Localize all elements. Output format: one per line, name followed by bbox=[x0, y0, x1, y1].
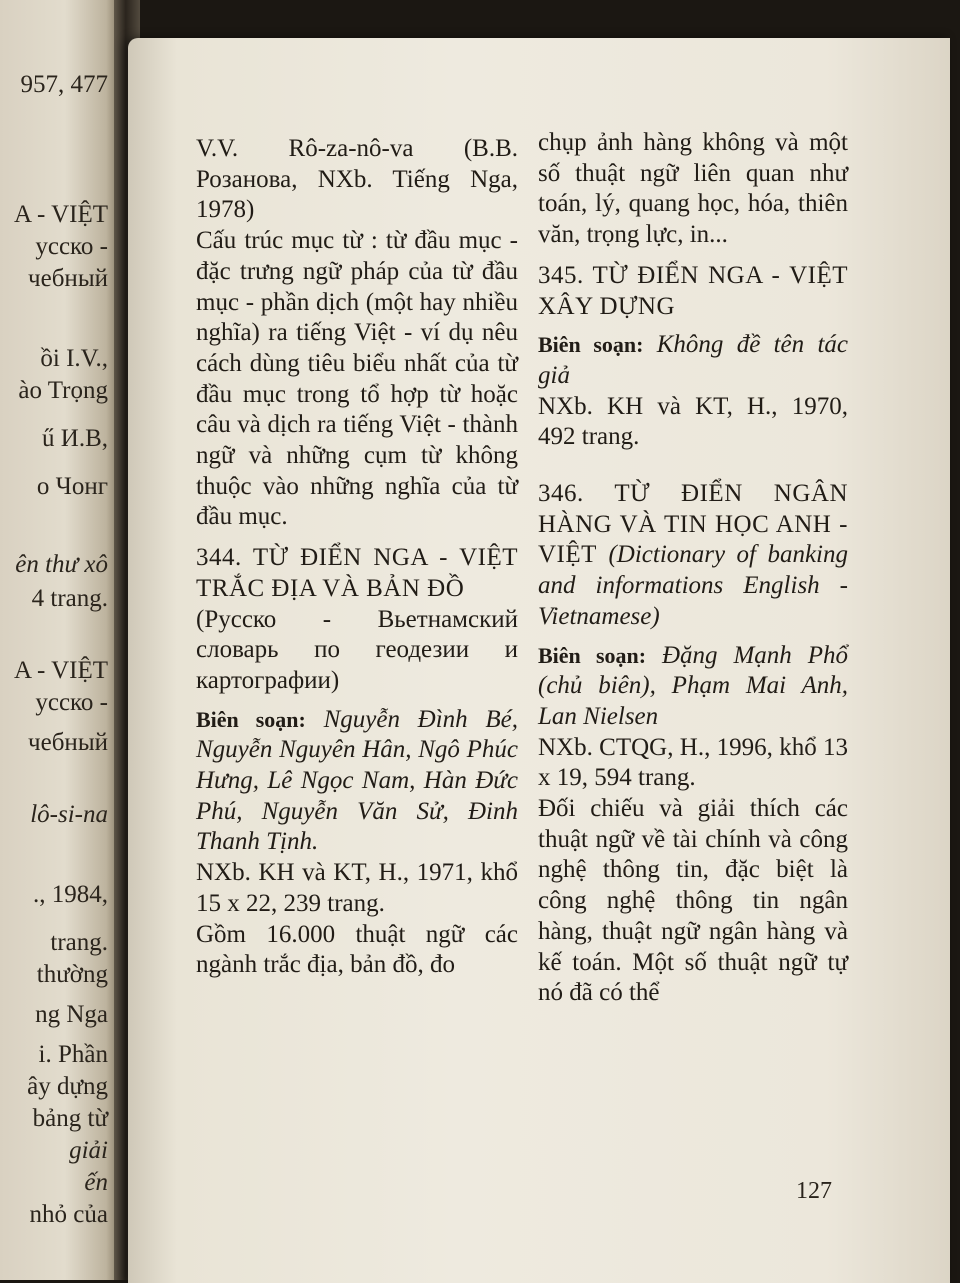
left-page-fragment-line: ng Nga bbox=[35, 1001, 108, 1028]
left-page-fragment-line: ên thư xô bbox=[15, 551, 108, 578]
left-page-fragment-line: lô-si-na bbox=[30, 801, 108, 828]
left-page-fragment-line: чебный bbox=[28, 729, 108, 756]
right-page bbox=[128, 38, 950, 1283]
entry-344-title: 344. TỪ ĐIỂN NGA - VIỆT TRẮC ĐỊA VÀ BẢN ĐỒ bbox=[196, 544, 518, 602]
left-page-fragment-line: 4 trang. bbox=[31, 585, 108, 612]
entry-344-description-continued: chụp ảnh hàng không và một số thuật ngữ liên quan như toán, lý, quang học, hóa, thiên văn, trọng lực, in... bbox=[538, 129, 848, 249]
entry-346-authors bbox=[538, 641, 848, 733]
left-page-fragment-line: trang. bbox=[50, 929, 108, 956]
left-page-fragment-line: ồi I.V., bbox=[40, 345, 108, 372]
entry-344-russian-title: (Русско - Вьетнамский словарь по геодезии и картографии) bbox=[196, 605, 518, 694]
entry-344-publisher: NXb. KH và KT, H., 1971, khổ 15 x 22, 239 trang. bbox=[196, 859, 518, 917]
left-page-fragment-line: ến bbox=[84, 1169, 108, 1196]
entry-345-publisher: NXb. KH và KT, H., 1970, 492 trang. bbox=[538, 392, 848, 451]
column-left bbox=[196, 134, 518, 981]
entry-346-description: Đối chiếu và giải thích các thuật ngữ về tài chính và công nghệ thông tin, đặc biệt là công nghệ thông tin ngân hàng, thuật ngữ ngân hàng và kế toán. Một số thuật ngữ tự nó đã có thể bbox=[538, 795, 848, 1007]
author-names: Đặng Mạnh Phổ (chủ biên), Phạm Mai Anh, Lan Nielsen bbox=[538, 641, 848, 730]
left-page-fragment-line: nhỏ của bbox=[29, 1201, 108, 1228]
left-page-fragment-line: о Чонг bbox=[36, 473, 108, 500]
left-page-fragment-line: ào Trọng bbox=[18, 377, 108, 404]
left-page-fragment-line: thường bbox=[36, 961, 108, 988]
entry-345-title: 345. TỪ ĐIỂN NGA - VIỆT XÂY DỰNG bbox=[538, 261, 848, 320]
author-label: Biên soạn: bbox=[538, 332, 644, 358]
left-page-fragment-line: чебный bbox=[28, 265, 108, 292]
entry-344-authors bbox=[196, 705, 518, 859]
entry-344-description: Gồm 16.000 thuật ngữ các ngành trắc địa, bản đồ, đo bbox=[196, 920, 518, 979]
author-names: Không đề tên tác giả bbox=[538, 331, 848, 389]
entry-346-publisher: NXb. CTQG, H., 1996, khổ 13 x 19, 594 trang. bbox=[538, 733, 848, 792]
author-label: Biên soạn: bbox=[538, 642, 647, 668]
left-page-fragment-line: усско - bbox=[35, 233, 108, 260]
left-page-fragment-line: ây dựng bbox=[27, 1073, 108, 1100]
entry-343-description: Cấu trúc mục từ : từ đầu mục - đặc trưng ngữ pháp của từ đầu mục - phần dịch (một hay nhiều nghĩa) ra tiếng Việt - ví dụ nêu cách dùng tiêu biểu nhất của từ đầu mục trong tổ hợp từ hoặc câu và dịch ra tiếng Việt - thành ngữ và những cụm từ không thuộc vào những nghĩa của từ đầu mục. bbox=[196, 227, 518, 531]
author-label: Biên soạn: bbox=[196, 706, 306, 732]
entry-345-authors bbox=[538, 330, 848, 391]
entry-343-continuation: V.V. Rô-za-nô-va (B.B. Розанова, NXb. Tiếng Nga, 1978) bbox=[196, 135, 518, 224]
author-names: Nguyễn Đình Bé, Nguyễn Nguyên Hân, Ngô Phúc Hưng, Lê Ngọc Nam, Hàn Đức Phú, Nguyễn Văn Sử, Đinh Thanh Tịnh. bbox=[196, 705, 518, 856]
left-page-fragment-line: A - VIỆT bbox=[14, 201, 108, 228]
entry-346-title bbox=[538, 479, 848, 633]
page-number: 127 bbox=[796, 1178, 832, 1204]
left-page-fragment-line: i. Phần bbox=[38, 1041, 108, 1068]
left-page-fragment-line: ., 1984, bbox=[33, 881, 108, 908]
left-page-fragment-line: 957, 477 bbox=[20, 71, 108, 98]
left-page-edge bbox=[0, 0, 118, 1280]
left-page-fragment-line: bảng từ bbox=[32, 1105, 108, 1132]
left-page-fragment-line: giải bbox=[69, 1137, 108, 1164]
entry-346-title-text: 346. TỪ ĐIỂN NGÂN HÀNG VÀ TIN HỌC ANH - VIỆT bbox=[538, 480, 848, 569]
left-page-fragment-line: усско - bbox=[35, 689, 108, 716]
left-page-fragment-line: A - VIỆT bbox=[14, 657, 108, 684]
column-right bbox=[538, 128, 848, 1009]
entry-346-english-title: (Dictionary of banking and informations English - Vietnamese) bbox=[538, 541, 848, 630]
left-page-fragment-line: ű И.В, bbox=[42, 425, 108, 452]
